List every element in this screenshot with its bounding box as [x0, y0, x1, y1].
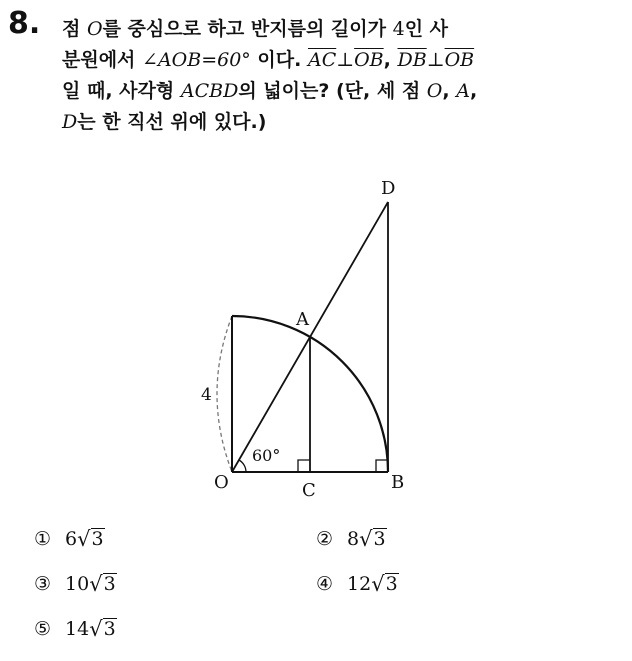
- radicand: 3: [91, 528, 104, 551]
- radius-label: 4: [201, 385, 212, 405]
- stem-text: 를 중심으로 하고 반지름의 길이가: [102, 18, 393, 40]
- choice-number: ①: [34, 528, 52, 550]
- quadrilateral-name: ACBD: [180, 80, 239, 102]
- label-b: B: [391, 472, 405, 493]
- choice-3[interactable]: [34, 573, 117, 595]
- segment-ob: $\overline{OB}$: [354, 49, 384, 71]
- choice-5[interactable]: [34, 618, 117, 640]
- choice-coefficient: 10: [65, 573, 90, 595]
- choice-number: ③: [34, 573, 52, 595]
- stem-text: 인 사: [404, 18, 449, 40]
- radius-value: 4: [392, 18, 405, 40]
- perp-symbol: ⊥: [426, 49, 445, 71]
- question-stem: [62, 14, 622, 138]
- angle-arc-o: [239, 460, 246, 472]
- radical-sign-icon: √: [77, 526, 91, 551]
- stem-line-2: [62, 45, 622, 76]
- radicand: 3: [385, 573, 398, 596]
- choice-number: ②: [316, 528, 334, 550]
- stem-line-3: [62, 76, 622, 107]
- label-d: D: [381, 178, 396, 199]
- sqrt-expression: [77, 528, 104, 550]
- segment-ac: $\overline{AC}$: [307, 49, 337, 71]
- radicand: 3: [103, 618, 116, 641]
- stem-text: 일 때, 사각형: [62, 80, 181, 102]
- choice-4[interactable]: [316, 573, 399, 595]
- choice-number: ⑤: [34, 618, 52, 640]
- stem-line-4: [62, 107, 622, 138]
- choice-coefficient: 12: [347, 573, 372, 595]
- stem-text: ,: [442, 80, 457, 102]
- angle-expression: ∠AOB=60°: [142, 49, 251, 71]
- choice-coefficient: 6: [65, 528, 78, 550]
- sqrt-expression: [371, 573, 398, 595]
- question-number: 8.: [8, 6, 41, 41]
- geometry-figure: [180, 170, 420, 500]
- radicand: 3: [103, 573, 116, 596]
- choice-1[interactable]: [34, 528, 105, 550]
- stem-text: 의 넓이는? (단, 세 점: [238, 80, 427, 102]
- choice-2[interactable]: [316, 528, 387, 550]
- choice-number: ④: [316, 573, 334, 595]
- label-c: C: [302, 480, 316, 500]
- choice-coefficient: 8: [347, 528, 360, 550]
- perp-symbol: ⊥: [336, 49, 355, 71]
- angle-label: 60°: [252, 446, 281, 465]
- radical-sign-icon: √: [89, 616, 103, 641]
- stem-text: 분원에서: [62, 49, 143, 71]
- stem-text: 이다.: [250, 49, 308, 71]
- sqrt-expression: [89, 573, 116, 595]
- radical-sign-icon: √: [359, 526, 373, 551]
- stem-text: 는 한 직선 위에 있다.): [77, 111, 267, 133]
- radical-sign-icon: √: [371, 571, 385, 596]
- sqrt-expression: [89, 618, 116, 640]
- point-d-ref: D: [62, 111, 78, 133]
- segment-db: $\overline{DB}$: [397, 49, 427, 71]
- stem-text: ,: [469, 80, 478, 102]
- stem-text: ,: [383, 49, 398, 71]
- radical-sign-icon: √: [89, 571, 103, 596]
- point-o-ref: O: [86, 18, 103, 40]
- choice-coefficient: 14: [65, 618, 90, 640]
- radius-dimension-arc: [217, 316, 232, 472]
- label-a: A: [296, 309, 309, 330]
- point-o-ref: O: [426, 80, 443, 102]
- stem-text: 점: [62, 18, 87, 40]
- sqrt-expression: [359, 528, 386, 550]
- right-angle-mark-c: [298, 460, 310, 472]
- segment-ob: $\overline{OB}$: [444, 49, 475, 71]
- right-angle-mark-b: [376, 460, 388, 472]
- stem-line-1: [62, 14, 622, 45]
- point-a-ref: A: [456, 80, 470, 102]
- radicand: 3: [373, 528, 386, 551]
- label-o: O: [214, 472, 229, 493]
